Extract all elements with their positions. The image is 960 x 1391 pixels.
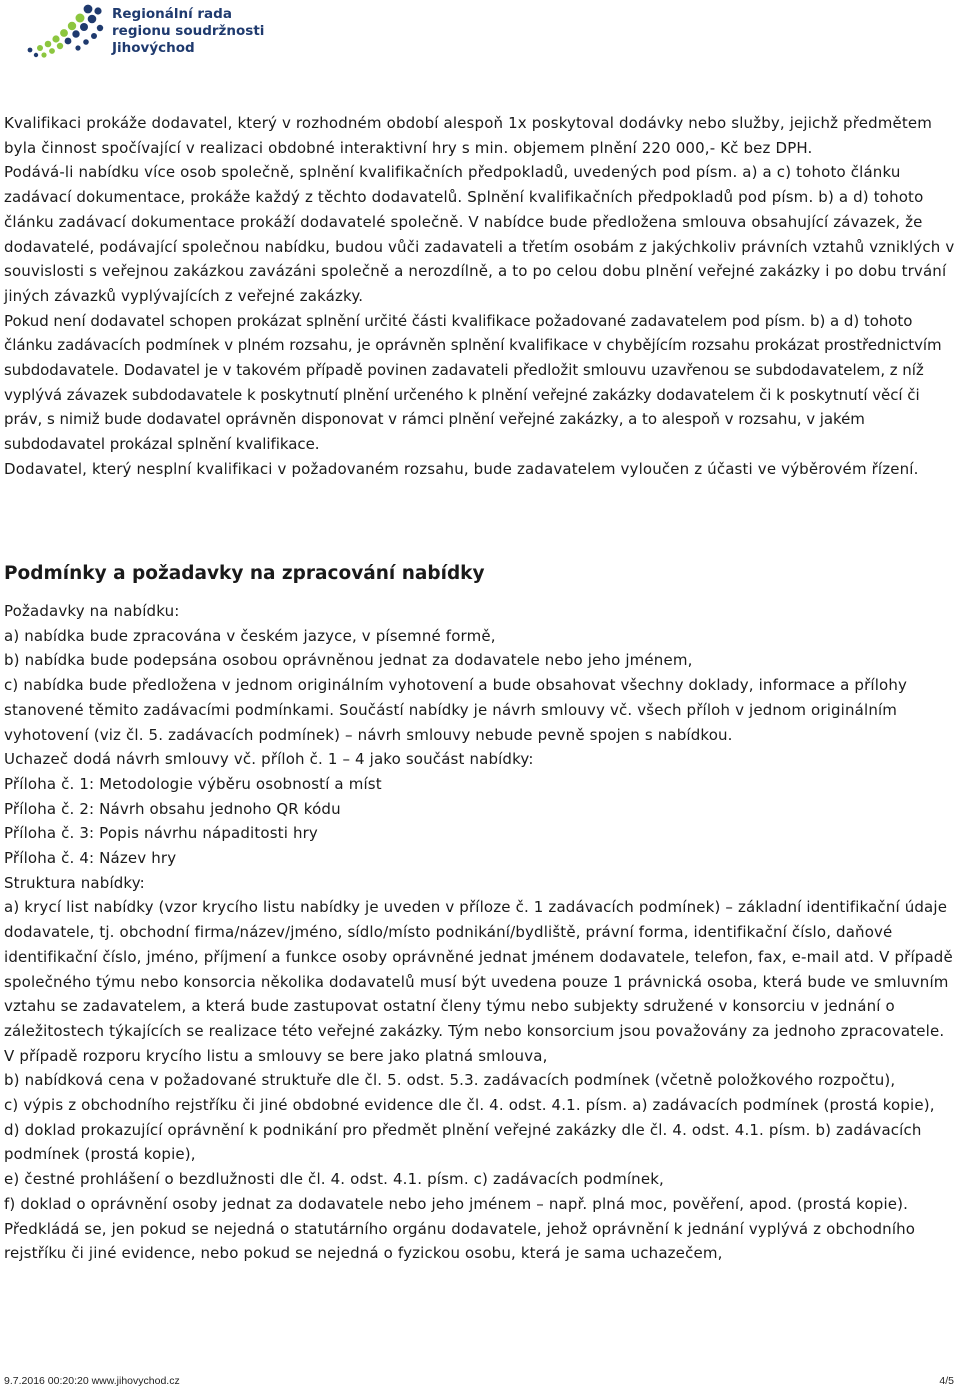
- paragraph-qualification-4: Dodavatel, který nesplní kvalifikaci v požadovaném rozsahu, bude zadavatelem vyloučen z účasti ve výběrovém řízení.: [4, 459, 919, 478]
- structure-item: b) nabídková cena v požadované struktuře dle čl. 5. odst. 5.3. zadávacích podmínek (včetně položkového rozpočtu),: [4, 1071, 896, 1090]
- requirements-line: Požadavky na nabídku:: [4, 602, 180, 620]
- requirements-line: Uchazeč dodá návrh smlouvy vč. příloh č. 1 – 4 jako součást nabídky:: [4, 750, 534, 769]
- section-requirements: [4, 599, 958, 1266]
- requirements-line: a) nabídka bude zpracována v českém jazyce, v písemné formě,: [4, 626, 496, 645]
- footer-timestamp-url: 9.7.2016 00:20:20 www.jihovychod.cz: [4, 1375, 180, 1387]
- requirements-line: b) nabídka bude podepsána osobou oprávněnou jednat za dodavatele nebo jeho jménem,: [4, 651, 693, 670]
- structure-item: d) doklad prokazující oprávnění k podnikání pro předmět plnění veřejné zakázky dle čl. 4. odst. 4.1. písm. b) zadávacích podmínek (prostá kopie),: [4, 1120, 922, 1164]
- logo: [10, 0, 265, 70]
- section-qualification: [4, 111, 958, 482]
- logo-text: [112, 6, 264, 57]
- footer-page-number: 4/5: [939, 1375, 954, 1387]
- attachment-item: Příloha č. 3: Popis návrhu nápaditosti hry: [4, 824, 318, 843]
- paragraph-qualification-3: Pokud není dodavatel schopen prokázat splnění určité části kvalifikace požadované zadavatelem pod písm. b) a d) tohoto článku zadávacích podmínek v plném rozsahu, je oprávněn splnění kvalifikace v chybějícím rozsahu prokázat prostřednictvím subdodavatele. Dodavatel je v takovém případě povinen zadavateli předložit smlouvu uzavřenou se subdodavatelem, z níž vyplývá závazek subdodavatele k poskytnutí plnění určeného k plnění veřejné zakázky dodavatelem či k poskytnutí věcí či práv, s nimiž bude dodavatel oprávněn disponovat v rámci plnění veřejné zakázky, a to alespoň v rozsahu, v jakém subdodavatel prokázal splnění kvalifikace.: [4, 311, 942, 454]
- section-heading: Podmínky a požadavky na zpracování nabídky: [4, 563, 485, 584]
- paragraph-qualification-2: Podává-li nabídku více osob společně, splnění kvalifikačních předpokladů, uvedených pod písm. a) a c) tohoto článku zadávací dokumentace, prokáže každý z těchto dodavatelů. Splnění kvalifikačních předpokladů pod písm. b) a d) tohoto článku zadávací dokumentace prokáží dodavatelé společně. V nabídce bude předložena smlouva obsahující závazek, že dodavatelé, podávající společnou nabídku, budou vůči zadavateli a třetím osobám z jakýchkoliv právních vztahů vzniklých v souvislosti s veřejnou zakázkou zavázáni společně a nerozdílně, a to po celou dobu plnění veřejné zakázky i po dobu trvání jiných závazků vyplývajících z veřejné zakázky.: [4, 163, 955, 305]
- structure-item: a) krycí list nabídky (vzor krycího listu nabídky je uveden v příloze č. 1 zadávacích podmínek) – základní identifikační údaje dodavatele, tj. obchodní firma/název/jméno, sídlo/místo podnikání/bydliště, právní forma, identifikační číslo, daňové identifikační číslo, jméno, příjmení a funkce osoby oprávněné jednat jménem dodavatele, telefon, fax, e-mail atd. V případě společného týmu nebo konsorcia několika dodavatelů musí být uvedena pouze 1 právnická osoba, která bude ve smluvním vztahu se zadavatelem, a která bude zastupovat ostatní členy týmu nebo subjekty sdružené v konsorciu v jednání o záležitostech týkajících se realizace této veřejné zakázky. Tým nebo konsorcium jsou považovány za jednoho zpracovatele. V případě rozporu krycího listu a smlouvy se bere jako platná smlouva,: [4, 898, 953, 1065]
- logo-line-3: Jihovýchod: [112, 40, 195, 56]
- attachment-item: Příloha č. 4: Název hry: [4, 849, 177, 868]
- structure-item: e) čestné prohlášení o bezdlužnosti dle čl. 4. odst. 4.1. písm. c) zadávacích podmínek,: [4, 1170, 664, 1189]
- structure-item: f) doklad o oprávnění osoby jednat za dodavatele nebo jeho jménem – např. plná moc, pověření, apod. (prostá kopie). Předkládá se, jen pokud se nejedná o statutárního orgánu dodavatele, jehož oprávnění k jednání vyplývá z obchodního rejstříku či jiné evidence, nebo pokud se nejedná o fyzickou osobu, která je sama uchazečem,: [4, 1194, 916, 1263]
- structure-item: c) výpis z obchodního rejstříku či jiné obdobné evidence dle čl. 4. odst. 4.1. písm. a) zadávacích podmínek (prostá kopie),: [4, 1096, 935, 1115]
- logo-mark-icon: [10, 0, 110, 62]
- attachment-item: Příloha č. 2: Návrh obsahu jednoho QR kódu: [4, 799, 341, 818]
- logo-line-2: regionu soudržnosti: [112, 23, 265, 39]
- structure-heading: Struktura nabídky:: [4, 873, 145, 892]
- paragraph-qualification-1: Kvalifikaci prokáže dodavatel, který v rozhodném období alespoň 1x poskytoval dodávky nebo služby, jejichž předmětem byla činnost spočívající v realizaci obdobné interaktivní hry s min. objemem plnění 220 000,- Kč bez DPH.: [4, 114, 933, 157]
- logo-line-1: Regionální rada: [112, 6, 232, 22]
- attachment-item: Příloha č. 1: Metodologie výběru osobností a míst: [4, 774, 382, 793]
- requirements-line: c) nabídka bude předložena v jednom originálním vyhotovení a bude obsahovat všechny doklady, informace a přílohy stanovené těmito zadávacími podmínkami. Součástí nabídky je návrh smlouvy vč. všech příloh v jednom originálním vyhotovení (viz čl. 5. zadávacích podmínek) – návrh smlouvy nebude pevně spojen s nabídkou.: [4, 676, 908, 744]
